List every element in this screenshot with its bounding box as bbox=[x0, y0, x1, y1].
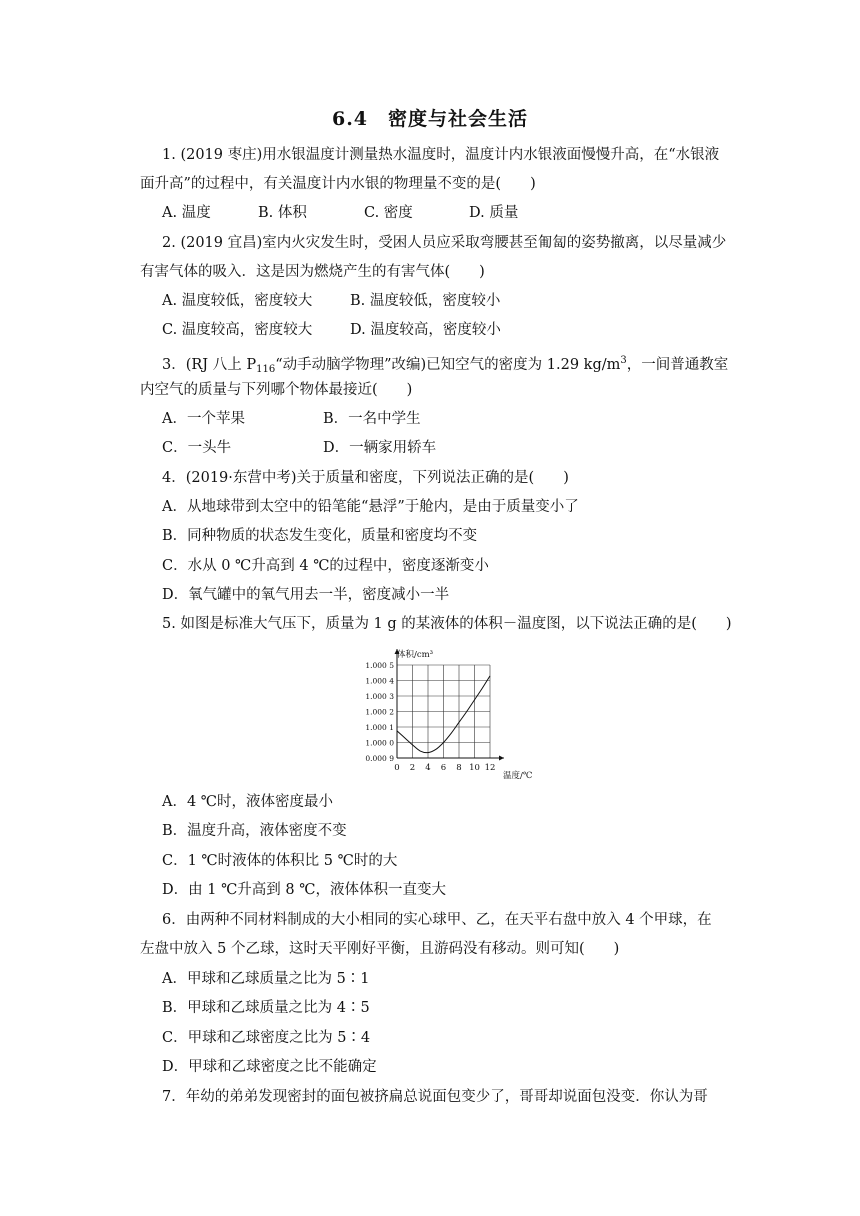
chart-y-tick-label: 1.000 2 bbox=[365, 707, 394, 717]
q7-stem-line1: 7．年幼的弟弟发现密封的面包被挤扁总说面包变少了，哥哥却说面包没变．你认为哥 bbox=[162, 1089, 708, 1105]
chart-y-tick-label: 0.000 9 bbox=[365, 754, 394, 763]
q2-stem-line2: 有害气体的吸入．这是因为燃烧产生的有害气体( ) bbox=[140, 264, 485, 280]
q4-stem-line1: 4．(2019·东营中考)关于质量和密度，下列说法正确的是( ) bbox=[162, 470, 569, 486]
chart-x-tick-label: 8 bbox=[456, 763, 462, 773]
q3-stem-line2: 内空气的质量与下列哪个物体最接近( ) bbox=[140, 382, 413, 398]
chart-x-axis-label: 温度/℃ bbox=[503, 771, 533, 781]
chart-y-tick-label: 1.000 1 bbox=[365, 723, 394, 732]
q2-option-a: A. 温度较低，密度较大 bbox=[162, 293, 313, 309]
q1-option-a: A. 温度 bbox=[162, 205, 211, 221]
chart-y-axis-label: 体积/cm³ bbox=[397, 650, 434, 660]
q5-option-d: D．由 1 ℃升高到 8 ℃，液体体积一直变大 bbox=[162, 882, 446, 898]
chart-x-tick-label: 12 bbox=[484, 763, 496, 773]
q3-option-d: D．一辆家用轿车 bbox=[323, 440, 437, 456]
q4-option-d: D．氧气罐中的氧气用去一半，密度减小一半 bbox=[162, 587, 450, 603]
q5-option-b: B．温度升高，液体密度不变 bbox=[162, 823, 347, 839]
q2-option-c: C. 温度较高，密度较大 bbox=[162, 322, 313, 338]
q5-option-c: C．1 ℃时液体的体积比 5 ℃时的大 bbox=[162, 853, 398, 869]
q6-option-c: C．甲球和乙球密度之比为 5∶4 bbox=[162, 1030, 371, 1046]
chart-tick-labels bbox=[365, 661, 495, 773]
q3-option-b: B．一名中学生 bbox=[323, 411, 421, 427]
q3-option-c: C．一头牛 bbox=[162, 440, 232, 456]
q3-option-a: A．一个苹果 bbox=[162, 411, 245, 427]
q4-option-a: A．从地球带到太空中的铅笔能“悬浮”于舱内，是由于质量变小了 bbox=[162, 499, 579, 515]
q2-option-d: D. 温度较高，密度较小 bbox=[350, 322, 501, 338]
q2-option-b: B. 温度较低，密度较小 bbox=[350, 293, 501, 309]
q3-text-part: 3．(RJ 八上 P bbox=[162, 357, 257, 373]
q1-stem-line2: 面升高”的过程中，有关温度计内水银的物理量不变的是( ) bbox=[140, 176, 536, 192]
q3-unit-superscript: 3 bbox=[620, 355, 627, 366]
q1-option-c: C. 密度 bbox=[364, 205, 413, 221]
q4-option-b: B．同种物质的状态发生变化，质量和密度均不变 bbox=[162, 528, 478, 544]
q3-text-part: ，一间普通教室 bbox=[626, 357, 729, 373]
q4-option-c: C．水从 0 ℃升高到 4 ℃的过程中，密度逐渐变小 bbox=[162, 558, 489, 574]
q1-option-b: B. 体积 bbox=[258, 205, 307, 221]
q6-option-a: A．甲球和乙球质量之比为 5∶1 bbox=[162, 971, 370, 987]
chart-y-tick-label: 1.000 5 bbox=[365, 661, 394, 670]
chart-y-tick-label: 1.000 0 bbox=[365, 738, 394, 748]
volume-temperature-chart bbox=[355, 645, 570, 785]
page-title: 6.4 密度与社会生活 bbox=[331, 108, 529, 130]
q2-stem-line1: 2. (2019 宜昌)室内火灾发生时，受困人员应采取弯腰甚至匍匐的姿势撤离，以尽量减少 bbox=[162, 235, 727, 251]
q5-stem-line1: 5. 如图是标准大气压下，质量为 1 g 的某液体的体积－温度图，以下说法正确的是( ) bbox=[162, 616, 732, 632]
q6-stem-line2: 左盘中放入 5 个乙球，这时天平刚好平衡，且游码没有移动。则可知( ) bbox=[140, 941, 620, 957]
chart-x-tick-label: 10 bbox=[469, 763, 480, 773]
q6-stem-line1: 6．由两种不同材料制成的大小相同的实心球甲、乙，在天平右盘中放入 4 个甲球，在 bbox=[162, 912, 712, 928]
q3-page-subscript: 116 bbox=[256, 364, 276, 375]
chart-x-tick-label: 6 bbox=[440, 763, 447, 773]
q6-option-d: D．甲球和乙球密度之比不能确定 bbox=[162, 1059, 377, 1075]
q6-option-b: B．甲球和乙球质量之比为 4∶5 bbox=[162, 1000, 370, 1016]
chart-x-axis-arrow bbox=[499, 756, 504, 761]
chart-y-tick-label: 1.000 4 bbox=[365, 676, 394, 686]
q1-option-d: D. 质量 bbox=[469, 205, 519, 221]
q3-stem-line1 bbox=[162, 351, 728, 380]
q5-option-a: A．4 ℃时，液体密度最小 bbox=[162, 794, 334, 810]
q3-text-part: “动手动脑学物理”改编)已知空气的密度为 1.29 kg/m bbox=[275, 357, 621, 373]
q1-stem-line1: 1. (2019 枣庄)用水银温度计测量热水温度时，温度计内水银液面慢慢升高，在“水银液 bbox=[162, 147, 720, 163]
chart-y-tick-label: 1.000 3 bbox=[365, 692, 394, 701]
chart-x-tick-label: 0 bbox=[394, 763, 400, 773]
chart-x-tick-label: 2 bbox=[409, 763, 416, 773]
chart-x-tick-label: 4 bbox=[425, 763, 431, 773]
